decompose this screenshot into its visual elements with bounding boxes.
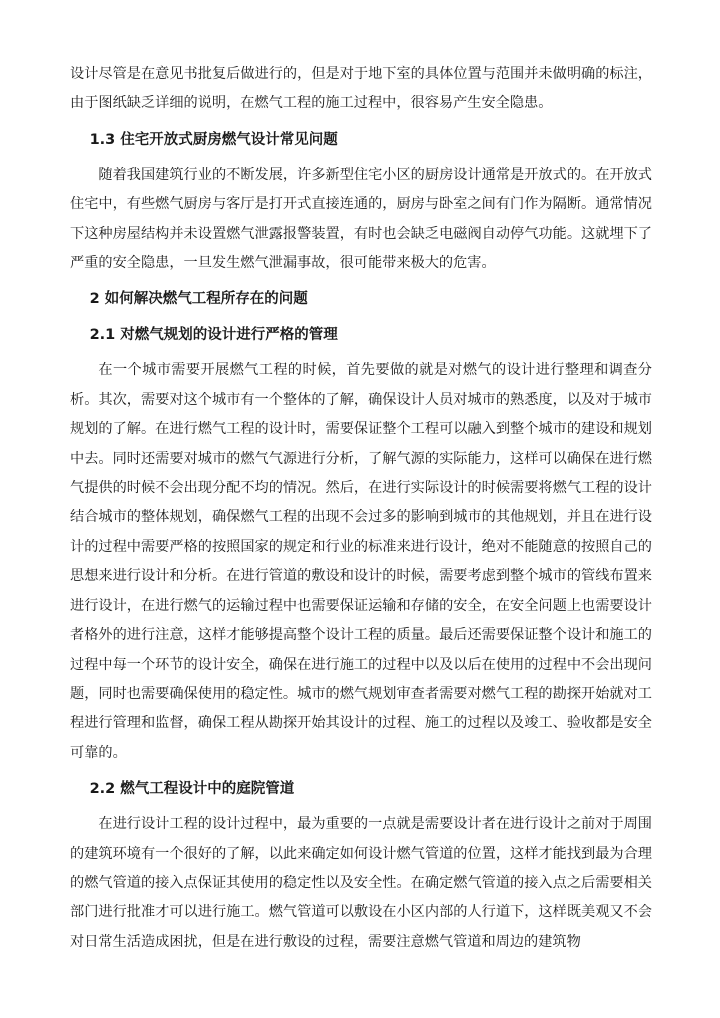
body-paragraph: 在进行设计工程的设计过程中，最为重要的一点就是需要设计者在进行设计之前对于周围的建筑环境有一个很好的了解，以此来确定如何设计燃气管道的位置，这样才能找到最为合理的燃气管道的接入点保证其使用的稳定性以及安全性。在确定燃气管道的接入点之后需要相关部门进行批准才可以进行施工。燃气管道可以敷设在小区内部的人行道下，这样既美观又不会对日常生活造成困扰，但是在进行敷设的过程，需要注意燃气管道和周边的建筑物 (70, 816, 652, 950)
body-paragraph: 设计尽管是在意见书批复后做进行的，但是对于地下室的具体位置与范围并未做明确的标注，由于图纸缺乏详细的说明，在燃气工程的施工过程中，很容易产生安全隐患。 (70, 66, 652, 112)
section-heading: 1.3 住宅开放式厨房燃气设计常见问题 (89, 131, 338, 148)
chapter-heading: 2 如何解决燃气工程所存在的问题 (89, 291, 308, 308)
body-paragraph: 在一个城市需要开展燃气工程的时候，首先要做的就是对燃气的设计进行整理和调查分析。其次，需要对这个城市有一个整体的了解，确保设计人员对城市的熟悉度，以及对于城市规划的了解。在进行燃气工程的设计时，需要保证整个工程可以融入到整个城市的建设和规划中去。同时还需要对城市的燃气气源进行分析，了解气源的实际能力，这样可以确保在进行燃气提供的时候不会出现分配不均的情况。然后，在进行实际设计的时候需要将燃气工程的设计结合城市的整体规划，确保燃气工程的出现不会过多的影响到城市的其他规划，并且在进行设计的过程中需要严格的按照国家的规定和行业的标准来进行设计，绝对不能随意的按照自己的思想来进行设计和分析。在进行管道的敷设和设计的时候，需要考虑到整个城市的管线布置来进行设计，在进行燃气的运输过程中也需要保证运输和存储的安全，在安全问题上也需要设计者格外的进行注意，这样才能够提高整个设计工程的质量。最后还需要保证整个设计和施工的过程中每一个环节的设计安全，确保在进行施工的过程中以及以后在使用的过程中不会出现问题，同时也需要确保使用的稳定性。城市的燃气规划审查者需要对燃气工程的勘探开始就对工程进行管理和监督，确保工程从勘探开始其设计的过程、施工的过程以及竣工、验收都是安全可靠的。 (70, 362, 652, 761)
body-paragraph: 随着我国建筑行业的不断发展，许多新型住宅小区的厨房设计通常是开放式的。在开放式住宅中，有些燃气厨房与客厅是打开式直接连通的，厨房与卧室之间有门作为隔断。通常情况下这种房屋结构并未设置燃气泄露报警装置，有时也会缺乏电磁阀自动停气功能。这就埋下了严重的安全隐患，一旦发生燃气泄漏事故，很可能带来极大的危害。 (70, 166, 652, 272)
document-page (70, 60, 652, 957)
section-heading: 2.2 燃气工程设计中的庭院管道 (89, 781, 295, 798)
section-heading: 2.1 对燃气规划的设计进行严格的管理 (89, 327, 338, 344)
